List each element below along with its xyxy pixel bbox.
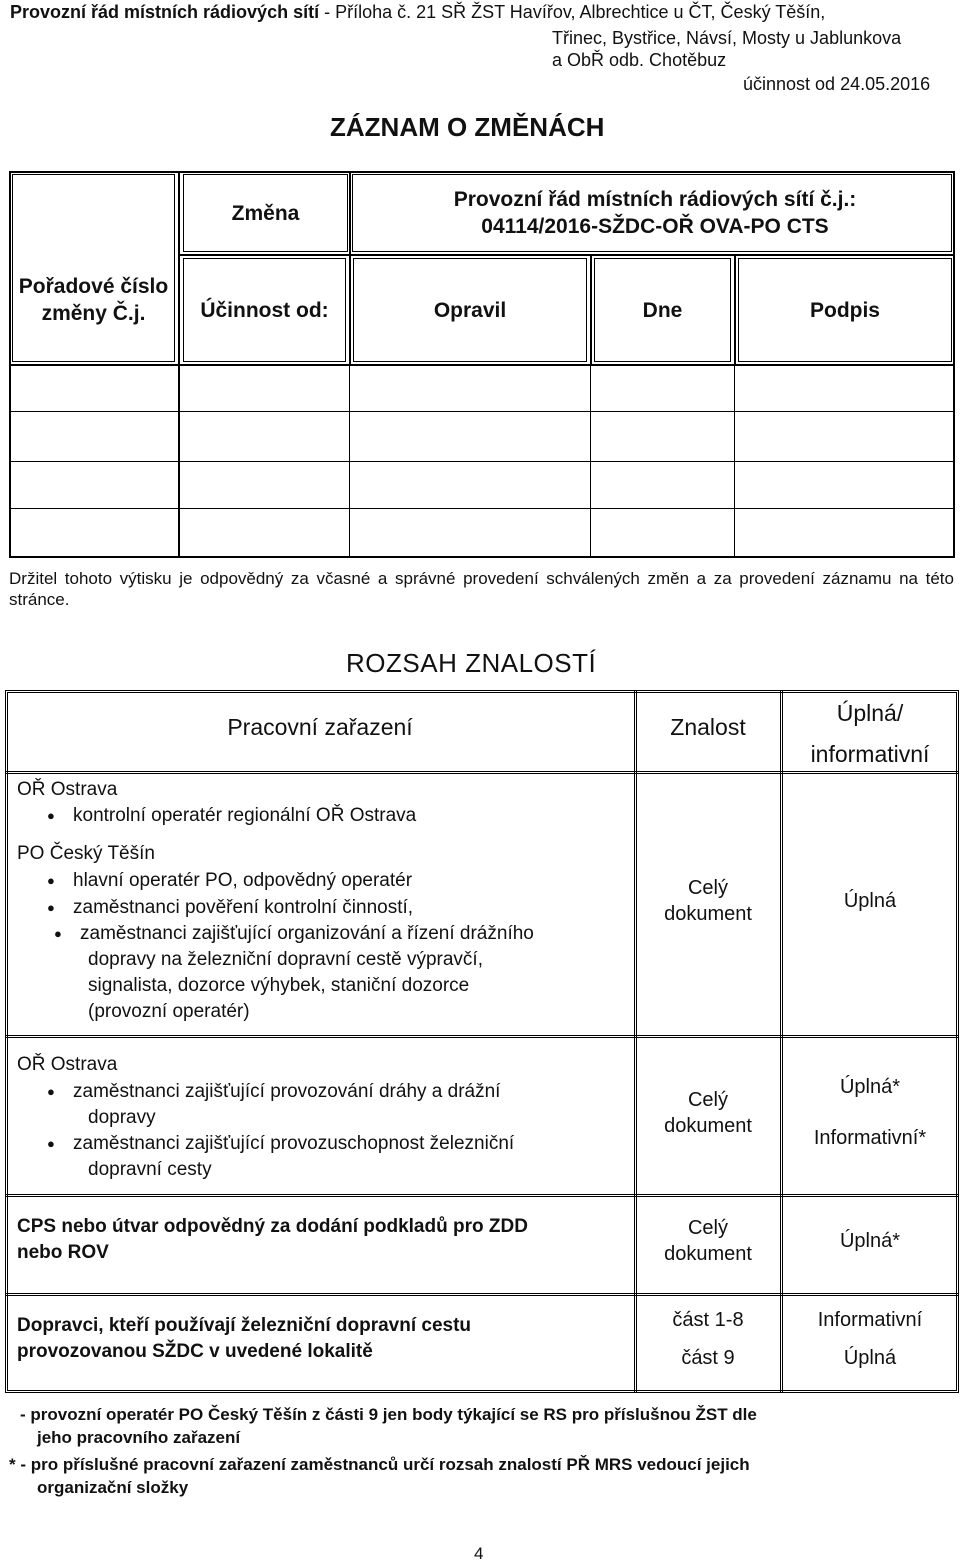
col-effective-header: Účinnost od: (200, 298, 329, 322)
page-number: 4 (474, 1544, 484, 1563)
r1-item-4-line2: dopravy na železniční dopravní cestě výpravčí, (88, 949, 483, 970)
col-full-header-line1: Úplná/ (836, 700, 904, 726)
r4-knowledge-line2: část 9 (681, 1347, 735, 1369)
col-change-header: Změna (231, 201, 300, 225)
r1-item-4-line3: signalista, dozorce výhybek, staniční dozorce (88, 975, 470, 996)
r4-full-line2: Úplná (843, 1347, 897, 1369)
footnote-2-line2: organizační složky (37, 1478, 189, 1497)
header-line-1 (10, 2, 825, 23)
r2-item-1-line2: dopravy (88, 1107, 156, 1128)
r4-position-line1: Dopravci, kteří používají železniční dopravní cestu (17, 1315, 472, 1336)
holder-note: Držitel tohoto výtisku je odpovědný za včasné a správné provedení schválených změn a za provedení záznamu na této stránce. (9, 569, 954, 609)
r1-knowledge-line2: dokument (664, 903, 752, 925)
col-corrected-header: Opravil (433, 298, 507, 322)
r3-position-line1: CPS nebo útvar odpovědný za dodání podkladů pro ZDD (17, 1216, 528, 1237)
r3-position-line2: nebo ROV (17, 1242, 109, 1263)
col-doc-header: Provozní řád místních rádiových sítí č.j.: 04114/2016-SŽDC-OŘ OVA-PO CTS (453, 188, 857, 238)
col-signature-header: Podpis (809, 298, 880, 322)
r2-item-2-line1: ● zaměstnanci zajišťující provozuschopnost železniční (73, 1131, 514, 1157)
knowledge-title: ROZSAH ZNALOSTÍ (346, 648, 597, 678)
r2-knowledge-line1: Celý (687, 1089, 728, 1111)
r2-full-line1: Úplná* (839, 1076, 901, 1098)
footnote-1-line2: jeho pracovního zařazení (37, 1428, 241, 1447)
r2-item-2-line2: dopravní cesty (88, 1159, 212, 1180)
r4-full-line1: Informativní (817, 1309, 923, 1331)
header-annex: - Příloha č. 21 SŘ ŽST Havířov, Albrechtice u ČT, Český Těšín, (319, 2, 826, 22)
col-full-header-line2: informativní (810, 741, 930, 767)
r1-item-2: ● hlavní operatér PO, odpovědný operatér (73, 868, 412, 894)
r2-item-1-line1: ● zaměstnanci zajišťující provozování dráhy a drážní (73, 1079, 500, 1105)
col-position-header: Pracovní zařazení (227, 714, 413, 740)
r2-full-line2: Informativní* (813, 1127, 927, 1149)
r1-item-3: ● zaměstnanci pověření kontrolní činností, (73, 895, 413, 921)
r3-knowledge-line2: dokument (664, 1243, 752, 1265)
header-line-2: Třinec, Bystřice, Návsí, Mosty u Jablunkova (552, 28, 902, 48)
col-knowledge-header: Znalost (670, 714, 746, 740)
r1-full: Úplná (843, 890, 897, 912)
r1-category-cesky-tesin: PO Český Těšín (17, 843, 155, 864)
r1-category-ostrava: OŘ Ostrava (17, 779, 118, 800)
r2-category-ostrava: OŘ Ostrava (17, 1054, 118, 1075)
r3-knowledge-line1: Celý (687, 1217, 728, 1239)
r1-item-4-line4: (provozní operatér) (88, 1001, 250, 1022)
r1-item-1: ● kontrolní operatér regionální OŘ Ostrava (73, 803, 416, 829)
r2-knowledge-line2: dokument (664, 1115, 752, 1137)
changes-title: ZÁZNAM O ZMĚNÁCH (330, 112, 605, 142)
r1-knowledge-line1: Celý (687, 877, 728, 899)
header-effective-date: účinnost od 24.05.2016 (743, 74, 931, 94)
header-doc-title: Provozní řád místních rádiových sítí (10, 2, 320, 22)
col-date-header: Dne (642, 298, 683, 322)
r4-knowledge-line1: část 1-8 (672, 1309, 744, 1331)
footnote-2-line1: * - pro příslušné pracovní zařazení zaměstnanců určí rozsah znalostí PŘ MRS vedoucí jejich (9, 1455, 750, 1474)
header-line-3: a ObŘ odb. Chotěbuz (552, 50, 727, 70)
r1-item-4-line1: ● zaměstnanci zajišťující organizování a řízení drážního (80, 921, 534, 947)
r3-full: Úplná* (839, 1230, 901, 1252)
r4-position-line2: provozovanou SŽDC v uvedené lokalitě (17, 1341, 373, 1362)
footnote-1-line1: - provozní operatér PO Český Těšín z části 9 jen body týkající se RS pro příslušnou ŽST dle (20, 1405, 757, 1424)
col-order-header: Pořadové číslo změny Č.j. (18, 275, 169, 325)
